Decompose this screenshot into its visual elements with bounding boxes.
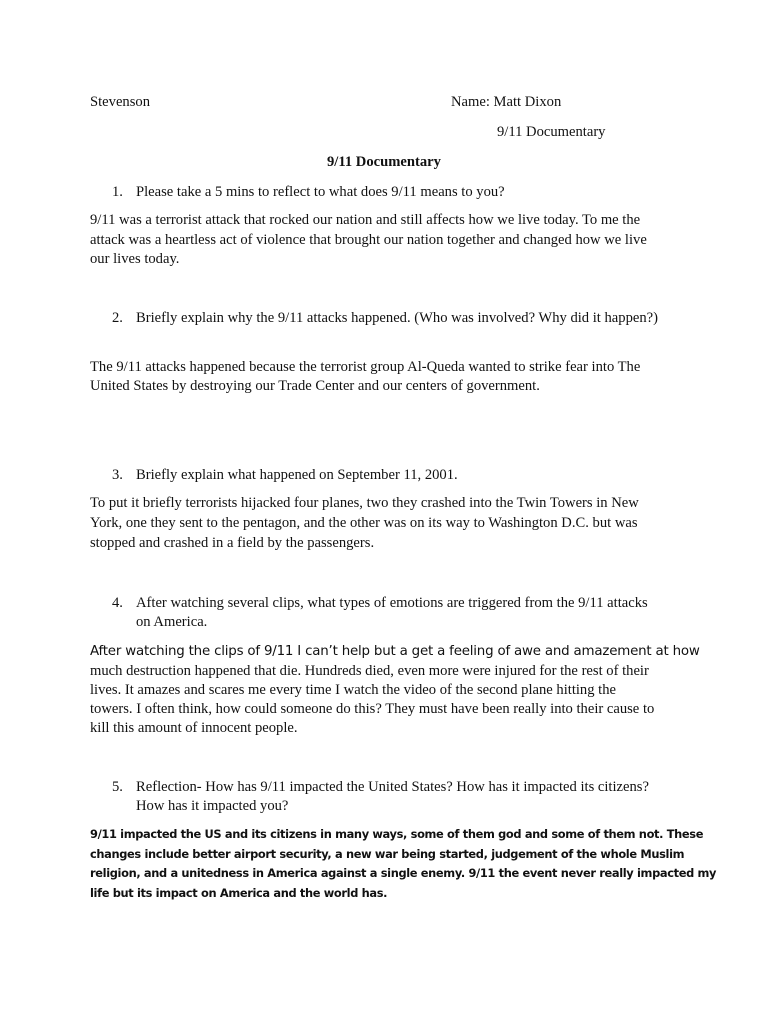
answer-line: stopped and crashed in a field by the passengers. — [90, 535, 375, 551]
question-text: Briefly explain why the 9/11 attacks happened. (Who was involved? Why did it happen?) — [136, 310, 658, 326]
teacher-name: Stevenson — [90, 94, 150, 110]
question-number: 1. — [112, 184, 123, 200]
answer-line: kill this amount of innocent people. — [90, 720, 298, 736]
answer-line: attack was a heartless act of violence that brought our nation together and changed how we live — [90, 232, 647, 248]
answer-line: life but its impact on America and the world has. — [90, 886, 388, 900]
answer-line: much destruction happened that die. Hundreds died, even more were injured for the rest of their — [90, 663, 649, 679]
question-text: Please take a 5 mins to reflect to what does 9/11 means to you? — [136, 184, 505, 200]
answer-line: The 9/11 attacks happened because the terrorist group Al-Queda wanted to strike fear into The — [90, 359, 641, 375]
question-text: After watching several clips, what types of emotions are triggered from the 9/11 attacks — [136, 595, 648, 611]
question-number: 3. — [112, 467, 123, 483]
answer-line: towers. I often think, how could someone do this? They must have been really into their cause to — [90, 701, 655, 717]
answer-line: changes include better airport security, a new war being started, judgement of the whole Muslim — [90, 847, 685, 861]
answer-line: lives. It amazes and scares me every time I watch the video of the second plane hitting the — [90, 682, 616, 698]
subject-line: 9/11 Documentary — [497, 124, 606, 140]
answer-line: After watching the clips of 9/11 I can’t help but a get a feeling of awe and amazement at how — [90, 644, 700, 659]
student-name: Name: Matt Dixon — [451, 94, 562, 110]
document-title: 9/11 Documentary — [327, 154, 441, 170]
answer-line: 9/11 impacted the US and its citizens in many ways, some of them god and some of them not. These — [90, 827, 704, 841]
answer-line: York, one they sent to the pentagon, and the other was on its way to Washington D.C. but was — [90, 515, 638, 531]
question-text: How has it impacted you? — [136, 798, 289, 814]
question-number: 2. — [112, 310, 123, 326]
question-text: Reflection- How has 9/11 impacted the United States? How has it impacted its citizens? — [136, 779, 649, 795]
question-text: on America. — [136, 614, 208, 630]
answer-line: our lives today. — [90, 251, 180, 267]
answer-line: To put it briefly terrorists hijacked four planes, two they crashed into the Twin Towers in New — [90, 495, 639, 511]
question-number: 5. — [112, 779, 123, 795]
answer-line: 9/11 was a terrorist attack that rocked our nation and still affects how we live today. To me the — [90, 212, 641, 228]
answer-line: religion, and a unitedness in America against a single enemy. 9/11 the event never really impacted my — [90, 866, 717, 880]
answer-line: United States by destroying our Trade Center and our centers of government. — [90, 378, 540, 394]
question-number: 4. — [112, 595, 123, 611]
question-text: Briefly explain what happened on September 11, 2001. — [136, 467, 458, 483]
